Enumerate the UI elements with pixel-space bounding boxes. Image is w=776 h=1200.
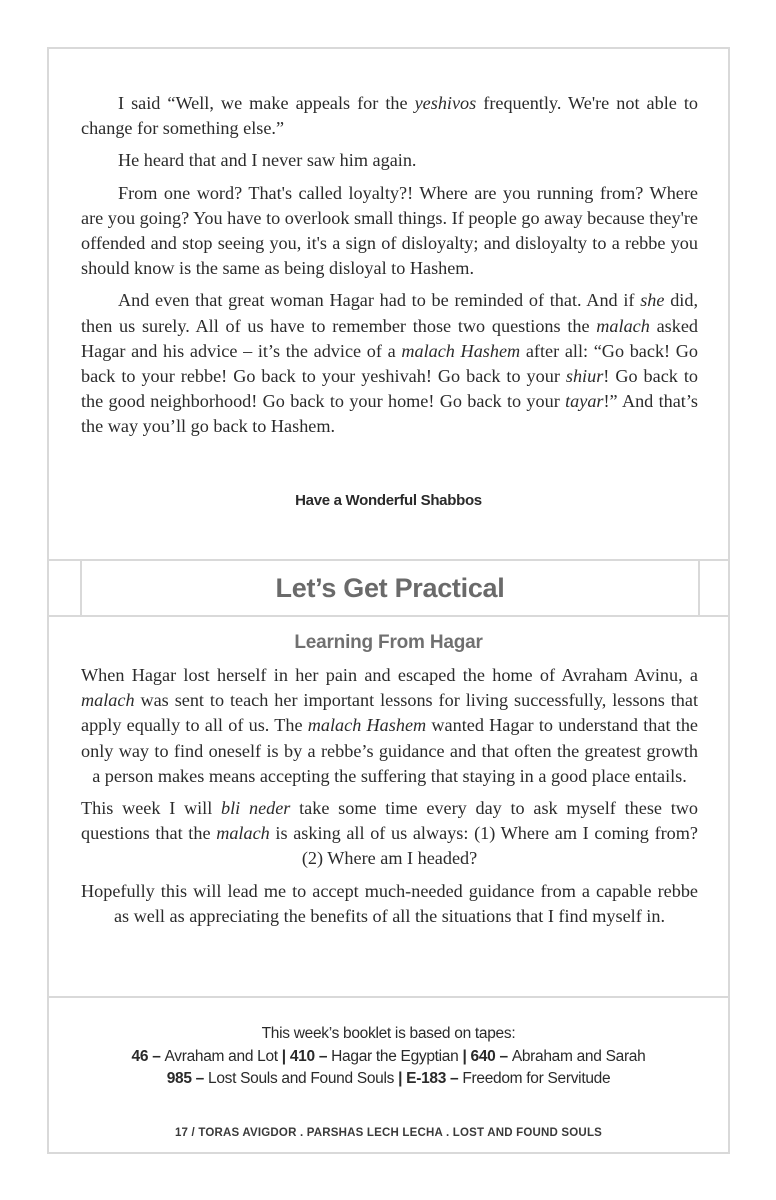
tapes-line-2 bbox=[49, 1068, 728, 1091]
text-run: frequently. We're not able to change for something else.” bbox=[81, 93, 698, 139]
practical-banner-inner bbox=[80, 561, 700, 615]
text-run: asked Hagar and his advice – it’s the advice of a bbox=[81, 315, 698, 361]
italic-term: malach Hashem bbox=[401, 340, 521, 361]
tape-number: E-183 – bbox=[406, 1070, 463, 1087]
text-run: take some time every day to ask myself these two questions that the bbox=[81, 798, 698, 844]
text-run: ! Go back to the good neighborhood! Go back to your home! Go back to your bbox=[81, 366, 699, 412]
text-run: was sent to teach her important lessons for living successfully, lessons that apply equally to all of us. The bbox=[81, 690, 698, 736]
italic-term: malach bbox=[596, 315, 650, 336]
text-run: When Hagar lost herself in her pain and escaped the home of Avraham Avinu, a bbox=[81, 665, 698, 685]
text-run: wanted Hagar to understand that the only way to find oneself is by a rebbe’s guidance and that often the greatest growth a person makes means accepting the suffering that staying in a good place entails. bbox=[81, 715, 698, 786]
practical-subtitle: Learning From Hagar bbox=[294, 632, 483, 653]
italic-term: she bbox=[640, 290, 665, 311]
text-run: This week I will bbox=[81, 798, 222, 819]
practical-banner bbox=[49, 559, 728, 617]
text-run: after all: “Go back! Go back to your rebbe! Go back to your yeshivah! Go back to your bbox=[81, 340, 698, 387]
tape-title: Hagar the Egyptian bbox=[331, 1047, 459, 1065]
page-footer bbox=[49, 1127, 728, 1139]
page-frame bbox=[47, 47, 730, 1154]
tape-number: 410 – bbox=[289, 1047, 332, 1065]
tape-separator: | bbox=[458, 1047, 471, 1065]
tape-number: 640 – bbox=[470, 1047, 512, 1065]
text-run: !” And that’s the way you’ll go back to Hashem. bbox=[81, 391, 698, 437]
practical-paragraph bbox=[81, 663, 698, 789]
tapes-section bbox=[49, 1023, 728, 1091]
footer-slash: / bbox=[191, 1127, 199, 1139]
tape-title: Avraham and Lot bbox=[164, 1047, 278, 1065]
text-run: From one word? That's called loyalty?! Where are you running from? Where are you going? You have to overlook small things. If people go away because they're offended and stop seeing you, it's a sign of disloyalty; and disloyalty to a rebbe you should know is the same as being disloyal to Hashem. bbox=[81, 182, 698, 279]
tapes-heading: This week’s booklet is based on tapes: bbox=[261, 1025, 516, 1042]
practical-paragraph bbox=[81, 879, 698, 929]
page-number: 17 bbox=[174, 1127, 189, 1139]
tape-number: 985 – bbox=[166, 1070, 209, 1087]
practical-section bbox=[81, 663, 698, 936]
text-run: I said “Well, we make appeals for the bbox=[118, 93, 415, 113]
story-paragraph bbox=[81, 181, 698, 282]
tape-number: 46 – bbox=[131, 1047, 165, 1065]
italic-term: malach bbox=[216, 823, 270, 844]
footer-running-title: TORAS AVIGDOR . PARSHAS LECH LECHA . LOST AND FOUND SOULS bbox=[198, 1127, 603, 1139]
tape-separator: | bbox=[394, 1070, 407, 1087]
section-divider bbox=[49, 996, 728, 998]
text-run: Hopefully this will lead me to accept much-needed guidance from a capable rebbe as well as appreciating the benefits of all the situations that I find myself in. bbox=[81, 880, 698, 926]
tapes-line-1 bbox=[49, 1046, 728, 1069]
tape-title: Abraham and Sarah bbox=[511, 1047, 646, 1065]
story-paragraph bbox=[81, 91, 698, 141]
italic-term: tayar bbox=[565, 391, 604, 412]
text-run: is asking all of us always: (1) Where am I coming from? (2) Where am I headed? bbox=[269, 823, 698, 869]
italic-term: malach bbox=[81, 690, 135, 711]
closing-greeting: Have a Wonderful Shabbos bbox=[295, 492, 482, 509]
story-paragraph bbox=[81, 288, 698, 439]
tape-title: Freedom for Servitude bbox=[462, 1070, 611, 1087]
text-run: And even that great woman Hagar had to be reminded of that. And if bbox=[118, 290, 641, 311]
story-paragraph bbox=[81, 148, 698, 173]
italic-term: malach Hashem bbox=[307, 715, 427, 736]
practical-banner-title: Let’s Get Practical bbox=[275, 572, 505, 603]
story-section bbox=[81, 91, 698, 447]
italic-term: shiur bbox=[565, 366, 604, 387]
italic-term: yeshivos bbox=[414, 93, 477, 113]
italic-term: bli neder bbox=[221, 798, 291, 819]
text-run: did, then us surely. All of us have to remember those two questions the bbox=[81, 290, 698, 336]
practical-paragraph bbox=[81, 796, 698, 872]
text-run: He heard that and I never saw him again. bbox=[118, 150, 417, 171]
tape-title: Lost Souls and Found Souls bbox=[208, 1070, 395, 1087]
tape-separator: | bbox=[277, 1047, 290, 1065]
